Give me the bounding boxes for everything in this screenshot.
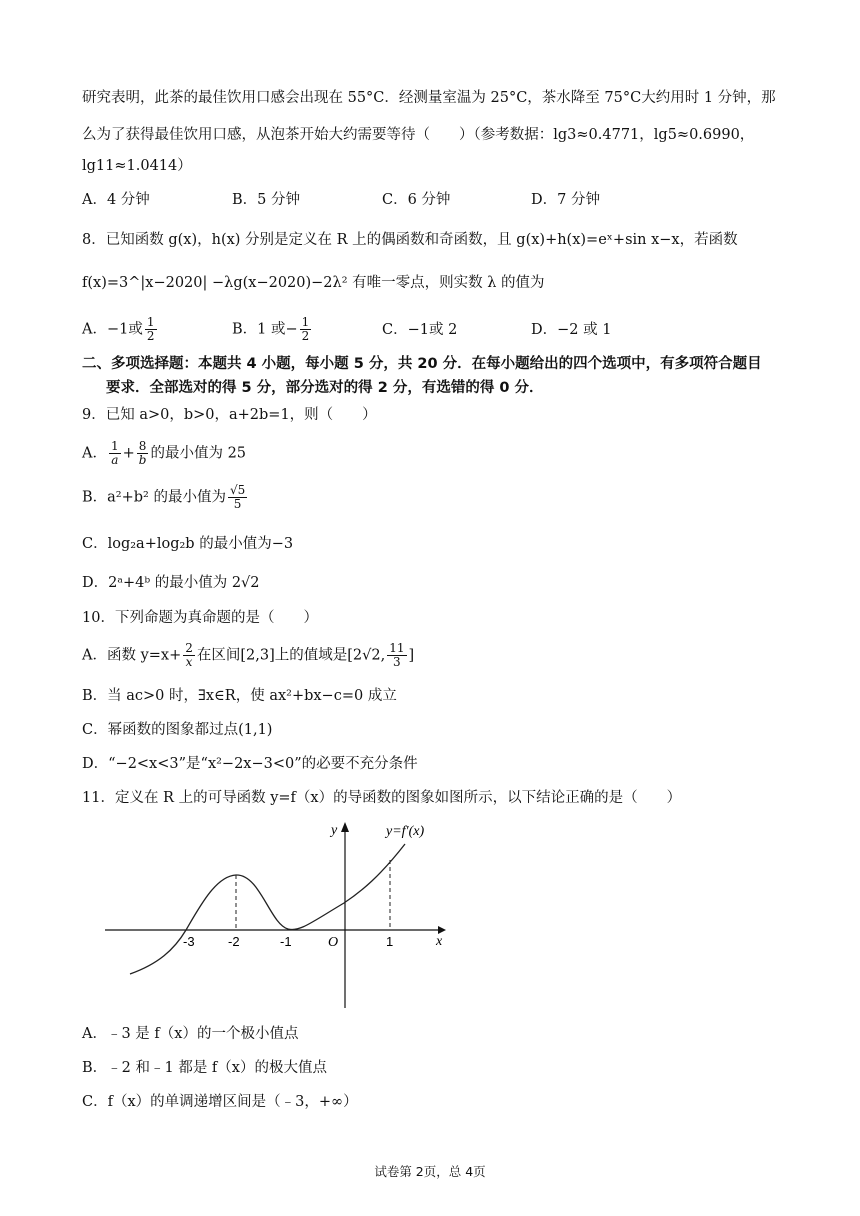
q10-option-c: C．幂函数的图象都过点(1,1) [82, 722, 273, 738]
q11-option-a: A．﹣3 是 f（x）的一个极小值点 [82, 1026, 299, 1042]
q8-option-a-denominator: 2 [146, 329, 155, 343]
x-axis-label: x [436, 934, 443, 949]
q9-option-a-f1-denominator: a [111, 453, 119, 467]
q9-option-a-plus: + [122, 445, 135, 462]
q9-option-a-text: 的最小值为 25 [150, 445, 247, 462]
q9-option-c: C．log₂a+log₂b 的最小值为−3 [82, 536, 294, 552]
origin-label: O [328, 935, 339, 950]
q8-option-a-numerator: 1 [146, 315, 155, 329]
q9-option-d: D．2ᵃ+4ᵇ 的最小值为 2√2 [82, 575, 260, 591]
section-2-heading-line-1: 二、多项选择题：本题共 4 小题，每小题 5 分，共 20 分．在每小题给出的四个选项中，有多项符合题目 [82, 356, 762, 372]
q10-option-a-f1-numerator: 2 [185, 641, 193, 655]
q8-option-b-text: B．1 或− [232, 321, 298, 338]
x-axis-arrow [438, 926, 446, 934]
tick-label-minus-1: -1 [280, 934, 292, 949]
curve-label: y=f′(x) [386, 824, 425, 839]
q9-option-b-text: B．a²+b² 的最小值为 [82, 489, 226, 506]
q8-option-c: C．−1或 2 [382, 322, 458, 338]
q8-option-b-numerator: 1 [301, 315, 310, 329]
q8-option-b-denominator: 2 [301, 329, 310, 343]
q10-option-a-text-3: ] [408, 647, 415, 664]
tick-label-1: 1 [386, 934, 394, 949]
q9-option-a-fraction-2 [137, 440, 149, 467]
q9-option-a [82, 440, 246, 467]
q10-option-a-fraction-2 [387, 642, 406, 669]
q11-option-c: C．f（x）的单调递增区间是（﹣3，+∞） [82, 1094, 358, 1110]
q9-option-a-label: A． [82, 445, 107, 462]
q10-option-b: B．当 ac>0 时，∃x∈R，使 ax²+bx−c=0 成立 [82, 688, 397, 704]
q9-option-a-f2-denominator: b [138, 453, 147, 467]
q7-option-d: D．7 分钟 [531, 192, 600, 208]
derivative-graph [100, 818, 450, 1010]
q10-option-a-text-1: A．函数 y=x+ [82, 647, 182, 664]
q8-option-a [82, 316, 159, 343]
q8-option-b-fraction [300, 316, 312, 343]
q10-option-a [82, 642, 414, 669]
section-2-heading-line-2: 要求．全部选对的得 5 分，部分选对的得 2 分，有选错的得 0 分． [106, 380, 544, 396]
q9-option-b-numerator: √5 [229, 483, 246, 497]
q7-option-b: B．5 分钟 [232, 192, 300, 208]
tick-label-minus-3: -3 [183, 934, 195, 949]
q7-text-line-1: 研究表明，此茶的最佳饮用口感会出现在 55°C．经测量室温为 25°C，茶水降至 75°C大约用时 1 分钟，那 [82, 90, 776, 106]
derivative-curve [130, 844, 405, 974]
q7-option-c: C．6 分钟 [382, 192, 451, 208]
q8-option-d: D．−2 或 1 [531, 322, 612, 338]
q9-stem: 9．已知 a>0，b>0，a+2b=1，则（ ） [82, 407, 377, 423]
y-axis-arrow [341, 822, 349, 832]
y-axis-label: y [331, 823, 338, 838]
q10-stem: 10．下列命题为真命题的是（ ） [82, 610, 318, 626]
q8-option-b [232, 316, 313, 343]
q9-option-b-denominator: 5 [233, 497, 242, 511]
q9-option-b-fraction [228, 484, 247, 511]
q10-option-a-f1-denominator: x [185, 655, 193, 669]
q10-option-a-f2-denominator: 3 [393, 655, 401, 669]
q7-text-line-2: 么为了获得最佳饮用口感，从泡茶开始大约需要等待（ ）（参考数据：lg3≈0.4771，lg5≈0.6990， [82, 127, 755, 143]
q8-option-a-fraction [145, 316, 157, 343]
q9-option-a-f2-numerator: 8 [137, 440, 149, 454]
q10-option-a-text-2: 在区间[2,3]上的值域是[2√2, [196, 647, 386, 664]
q8-stem-line-2: f(x)=3^|x−2020| −λg(x−2020)−2λ² 有唯一零点，则实数 λ 的值为 [82, 275, 545, 291]
q10-option-a-f2-numerator: 11 [389, 641, 405, 655]
q10-option-a-fraction-1 [183, 642, 195, 669]
q8-stem-line-1: 8．已知函数 g(x)，h(x) 分别是定义在 R 上的偶函数和奇函数，且 g(x)+h(x)=eˣ+sin x−x，若函数 [82, 232, 738, 248]
q7-text-line-3: lg11≈1.0414） [82, 158, 192, 174]
q9-option-a-f1-numerator: 1 [110, 439, 119, 453]
q9-option-b [82, 484, 249, 511]
q7-option-a: A．4 分钟 [82, 192, 150, 208]
page-footer: 试卷第 2页，总 4页 [374, 1164, 486, 1179]
q8-option-a-text: A．−1或 [82, 321, 143, 338]
q11-stem: 11．定义在 R 上的可导函数 y=f（x）的导函数的图象如图所示，以下结论正确的是（ ） [82, 790, 682, 806]
tick-label-minus-2: -2 [228, 934, 240, 949]
q11-option-b: B．﹣2 和﹣1 都是 f（x）的极大值点 [82, 1060, 327, 1076]
q9-option-a-fraction-1 [109, 440, 121, 467]
q10-option-d: D．“−2<x<3”是“x²−2x−3<0”的必要不充分条件 [82, 756, 418, 772]
